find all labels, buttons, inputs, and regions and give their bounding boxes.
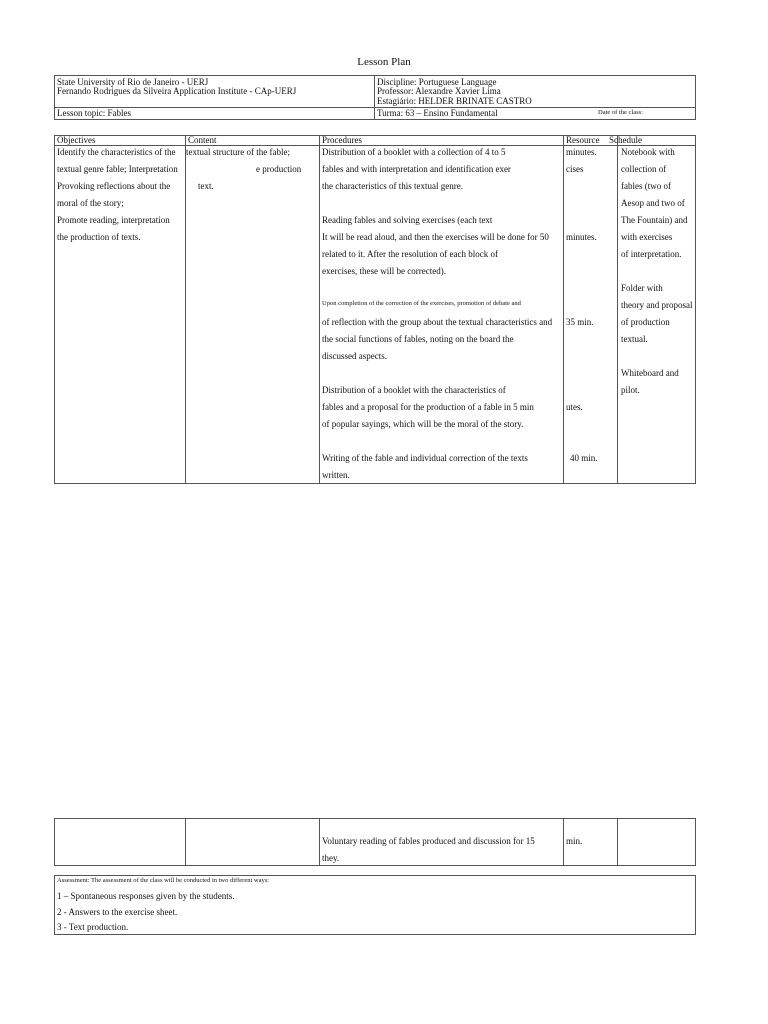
institution-line-1: State University of Rio de Janeiro - UERJ bbox=[57, 77, 209, 87]
procedure-line: Writing of the fable and individual correction of the texts bbox=[322, 453, 528, 463]
continuation-procedure-1: Voluntary reading of fables produced and discussion for 15 bbox=[322, 836, 535, 846]
schedule-line: with exercises bbox=[621, 232, 673, 242]
schedule-line: of interpretation. bbox=[621, 249, 682, 259]
page-title: Lesson Plan bbox=[357, 56, 411, 68]
assessment-item: 1 – Spontaneous responses given by the students. bbox=[57, 891, 235, 901]
resource-line: minutes. bbox=[566, 232, 597, 242]
content-line: textual structure of the fable; bbox=[186, 147, 290, 157]
institution-line-2: Fernando Rodrigues da Silveira Application Institute - CAp-UERJ bbox=[57, 86, 297, 96]
schedule-line: Aesop and two of bbox=[621, 198, 685, 208]
objective-line: the production of texts. bbox=[57, 232, 141, 242]
schedule-line: collection of bbox=[621, 164, 667, 174]
lesson-topic: Lesson topic: Fables bbox=[57, 108, 131, 118]
procedure-line: Distribution of a booklet with a collection of 4 to 5 bbox=[322, 147, 506, 157]
col-divider-4 bbox=[617, 135, 618, 484]
content-line: e production bbox=[256, 164, 302, 174]
header-objectives: Objectives bbox=[57, 135, 96, 145]
header-schedule: Schedule bbox=[609, 135, 642, 145]
header-row-divider bbox=[54, 107, 696, 108]
continuation-divider-1 bbox=[185, 818, 186, 866]
schedule-line: The Fountain) and bbox=[621, 215, 688, 225]
schedule-line: Notebook with bbox=[621, 147, 675, 157]
procedure-line: fables and with interpretation and identification exer bbox=[322, 164, 511, 174]
schedule-line: Whiteboard and bbox=[621, 368, 679, 378]
schedule-line: fables (two of bbox=[621, 181, 671, 191]
objective-line: Promote reading, interpretation bbox=[57, 215, 170, 225]
assessment-item: 3 - Text production. bbox=[57, 922, 129, 932]
resource-line: utes. bbox=[566, 402, 583, 412]
procedure-line: Upon completion of the correction of the exercises, promotion of debate and bbox=[322, 300, 521, 307]
procedure-line: of popular sayings, which will be the moral of the story. bbox=[322, 419, 524, 429]
schedule-line: textual. bbox=[621, 334, 648, 344]
header-procedures: Procedures bbox=[322, 135, 362, 145]
resource-line: minutes. bbox=[566, 147, 597, 157]
objective-line: textual genre fable; Interpretation bbox=[57, 164, 178, 174]
schedule-line: Folder with bbox=[621, 283, 663, 293]
resource-line: cises bbox=[566, 164, 584, 174]
professor: Professor: Alexandre Xavier Lima bbox=[377, 86, 501, 96]
procedure-line: written. bbox=[322, 470, 350, 480]
discipline: Discipline: Portuguese Language bbox=[377, 77, 497, 87]
procedure-line: related to it. After the resolution of each block of bbox=[322, 249, 498, 259]
procedure-line: fables and a proposal for the production of a fable in 5 min bbox=[322, 402, 534, 412]
procedure-line: discussed aspects. bbox=[322, 351, 387, 361]
continuation-procedure-2: they. bbox=[322, 853, 340, 863]
objective-line: moral of the story; bbox=[57, 198, 124, 208]
resource-line: 35 min. bbox=[566, 317, 594, 327]
procedure-line: Reading fables and solving exercises (each text bbox=[322, 215, 493, 225]
resource-line: 40 min. bbox=[570, 453, 598, 463]
objective-line: Provoking reflections about the bbox=[57, 181, 171, 191]
objective-line: Identify the characteristics of the bbox=[57, 147, 176, 157]
assessment-item: 2 - Answers to the exercise sheet. bbox=[57, 907, 178, 917]
header-content: Content bbox=[188, 135, 217, 145]
schedule-line: pilot. bbox=[621, 385, 640, 395]
col-divider-2 bbox=[319, 135, 320, 484]
date-label: Date of the class: bbox=[598, 109, 643, 116]
assessment-intro: Assessment: The assessment of the class will be conducted in two different ways: bbox=[57, 877, 270, 884]
procedure-line: It will be read aloud, and then the exercises will be done for 50 bbox=[322, 232, 549, 242]
intern: Estagiário: HELDER BRINATE CASTRO bbox=[377, 96, 532, 106]
continuation-resource: min. bbox=[566, 836, 583, 846]
col-divider-1 bbox=[185, 135, 186, 484]
procedure-line: the social functions of fables, noting on the board the bbox=[322, 334, 514, 344]
schedule-line: theory and proposal bbox=[621, 300, 693, 310]
continuation-divider-3 bbox=[563, 818, 564, 866]
plan-table-header-divider bbox=[54, 145, 696, 146]
header-divider bbox=[374, 75, 375, 120]
continuation-divider-2 bbox=[319, 818, 320, 866]
procedure-line: of reflection with the group about the textual characteristics and bbox=[322, 317, 553, 327]
assessment-box bbox=[54, 875, 696, 935]
procedure-line: the characteristics of this textual genre. bbox=[322, 181, 463, 191]
content-line: text. bbox=[198, 181, 214, 191]
procedure-line: exercises, these will be corrected). bbox=[322, 266, 446, 276]
header-resource: Resource bbox=[566, 135, 600, 145]
class-group: Turma: 63 – Ensino Fundamental bbox=[377, 108, 498, 118]
schedule-line: of production bbox=[621, 317, 670, 327]
col-divider-3 bbox=[563, 135, 564, 484]
continuation-divider-4 bbox=[617, 818, 618, 866]
procedure-line: Distribution of a booklet with the characteristics of bbox=[322, 385, 506, 395]
